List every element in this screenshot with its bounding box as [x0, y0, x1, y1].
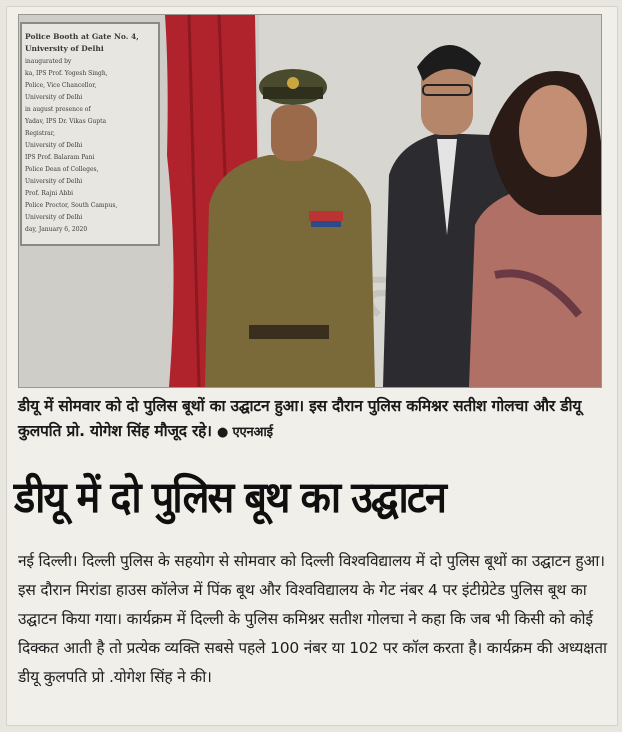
plaque-line: inaugurated by: [25, 58, 72, 65]
plaque-line: in august presence of: [25, 106, 91, 113]
plaque-line: Police Proctor, South Campus,: [25, 202, 118, 209]
photo-illustration: [19, 15, 601, 387]
plaque-line: University of Delhi: [25, 142, 83, 149]
plaque-line: University of Delhi: [25, 94, 83, 101]
caption-text: डीयू में सोमवार को दो पुलिस बूथों का उद्घाटन हुआ। इस दौरान पुलिस कमिश्नर सतीश गोलचा और डीयू कुलपति प्रो. योगेश सिंह मौजूद रहे।: [18, 397, 582, 440]
article-body: नई दिल्ली। दिल्ली पुलिस के सहयोग से सोमवार को दिल्ली विश्वविद्यालय में दो पुलिस बूथों का उद्घाटन हुआ। इस दौरान मिरांडा हाउस कॉलेज में पिंक बूथ और विश्वविद्यालय के गेट नंबर 4 पर इंटीग्रेटेड पुलिस बूथ का उद्घाटन किया गया। कार्यक्रम में दिल्ली के पुलिस कमिश्नर सतीश गोलचा ने कहा कि जब भी किसी को कोई दिक्कत आती है तो प्रत्येक व्यक्ति सबसे पहले 100 नंबर या 102 पर कॉल करता है। कार्यक्रम की अध्यक्षता डीयू कुलपति प्रो .योगेश सिंह ने की।: [18, 552, 607, 686]
plaque-line: day, January 6, 2020: [25, 226, 88, 233]
plaque-line: University of Delhi: [25, 178, 83, 185]
plaque-line: University of Delhi: [25, 44, 104, 53]
article-headline: डीयू में दो पुलिस बूथ का उद्घाटन: [14, 473, 446, 523]
photo-credit: ● एएनआई: [217, 425, 273, 440]
plaque-line: Prof. Rajni Abbi: [25, 190, 74, 197]
plaque-line: Police Dean of Colleges,: [25, 166, 99, 173]
plaque-line: Registrar,: [25, 130, 55, 137]
plaque-line: University of Delhi: [25, 214, 83, 221]
plaque-line: IPS Prof. Balaram Pani: [25, 154, 95, 161]
plaque-line: Police Booth at Gate No. 4,: [25, 32, 139, 41]
plaque-line: Police, Vice Chancellor,: [25, 82, 97, 89]
plaque-line: Yadav, IPS Dr. Vikas Gupta: [25, 118, 107, 125]
photo-caption: [18, 394, 608, 445]
plaque-line: ka, IPS Prof. Yogesh Singh,: [25, 70, 108, 77]
news-photo: [18, 14, 602, 388]
